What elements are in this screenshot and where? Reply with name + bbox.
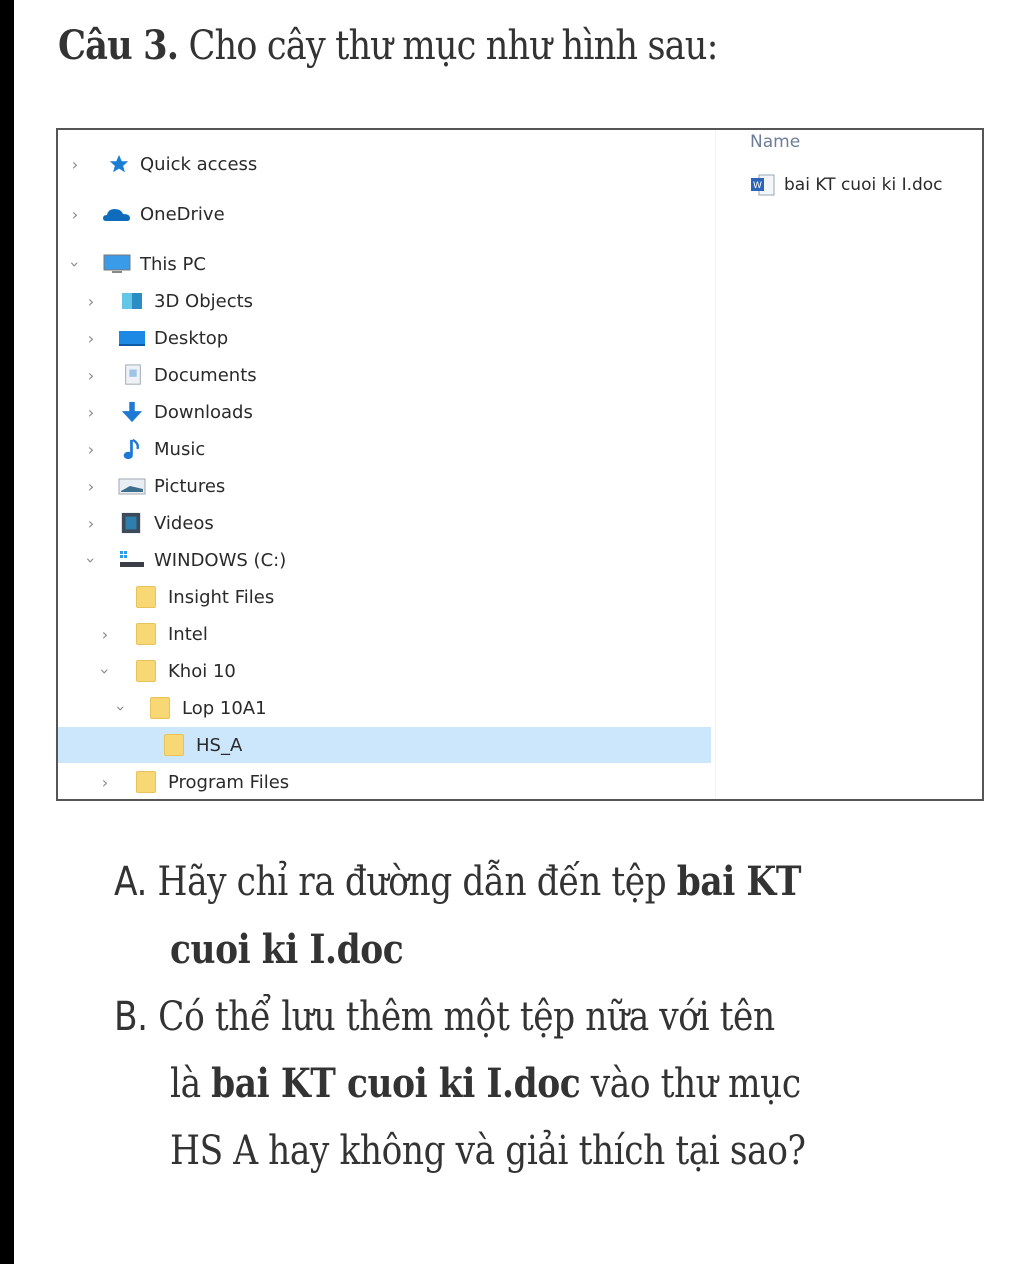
part-b-text-2-post: vào thư mục <box>580 1061 801 1107</box>
tree-item-insight-files[interactable] <box>58 579 713 615</box>
question-intro: Cho cây thư mục như hình sau: <box>178 23 718 69</box>
part-a-marker: A. <box>114 859 148 905</box>
tree-item-program-files[interactable] <box>58 764 713 800</box>
svg-text:W: W <box>753 181 762 191</box>
part-b-marker: B. <box>114 994 148 1040</box>
tree-item-windows-c[interactable] <box>58 542 713 578</box>
part-b-filename: bai KT cuoi ki I.doc <box>211 1060 581 1107</box>
chevron-right-icon[interactable]: › <box>71 204 79 224</box>
file-explorer-screenshot <box>56 128 984 801</box>
chevron-right-icon[interactable]: › <box>71 154 79 174</box>
tree-item-label: Quick access <box>140 153 258 175</box>
tree-item-3d-objects[interactable] <box>58 283 713 319</box>
chevron-right-icon[interactable]: › <box>87 291 95 311</box>
cube-icon <box>118 290 146 312</box>
tree-item-label: 3D Objects <box>154 290 254 312</box>
tree-item-label: Intel <box>168 623 208 645</box>
part-b-text-1: Có thể lưu thêm một tệp nữa với tên <box>147 994 775 1040</box>
part-a-line-2 <box>170 926 403 973</box>
navigation-pane <box>58 130 713 799</box>
chevron-right-icon[interactable]: › <box>87 439 95 459</box>
star-icon <box>108 153 130 175</box>
folder-icon <box>150 697 170 719</box>
part-b-text-3: HS A hay không và giải thích tại sao? <box>170 1128 806 1174</box>
video-icon <box>120 512 142 534</box>
chevron-right-icon[interactable]: › <box>87 476 95 496</box>
folder-icon <box>136 771 156 793</box>
tree-item-label: Documents <box>154 364 257 386</box>
tree-item-label: OneDrive <box>140 203 225 225</box>
folder-icon <box>136 586 156 608</box>
tree-item-label: Desktop <box>154 327 229 349</box>
file-name: bai KT cuoi ki I.doc <box>784 175 943 195</box>
picture-icon <box>118 475 146 497</box>
question-number: Câu 3. <box>58 22 179 69</box>
tree-item-label: Lop 10A1 <box>182 697 267 719</box>
part-a-line-1 <box>114 858 801 905</box>
tree-item-lop-10a1[interactable] <box>58 690 713 726</box>
tree-item-hs-a[interactable] <box>58 727 711 763</box>
tree-item-intel[interactable] <box>58 616 713 652</box>
chevron-down-icon[interactable]: › <box>65 260 85 268</box>
download-arrow-icon <box>118 401 146 423</box>
part-b-line-3 <box>170 1128 805 1174</box>
tree-item-this-pc[interactable] <box>58 246 713 282</box>
part-b-text-2-pre: là <box>170 1061 212 1107</box>
monitor-icon <box>102 253 132 275</box>
tree-item-quick-access[interactable] <box>58 146 713 182</box>
tree-item-label: Music <box>154 438 206 460</box>
chevron-right-icon[interactable]: › <box>87 402 95 422</box>
chevron-right-icon[interactable]: › <box>101 624 109 644</box>
chevron-down-icon[interactable]: › <box>111 704 131 712</box>
tree-item-label: Pictures <box>154 475 226 497</box>
tree-item-label: Program Files <box>168 771 290 793</box>
part-a-text: Hãy chỉ ra đường dẫn đến tệp <box>147 859 677 905</box>
part-a-filename-2: cuoi ki I.doc <box>170 926 404 973</box>
tree-item-downloads[interactable] <box>58 394 713 430</box>
desktop-icon <box>118 327 146 349</box>
page <box>14 0 1024 1264</box>
part-b-line-2 <box>170 1060 801 1107</box>
word-doc-icon <box>750 174 776 196</box>
chevron-down-icon[interactable]: › <box>95 667 115 675</box>
drive-icon <box>118 549 146 571</box>
folder-icon <box>136 623 156 645</box>
document-icon <box>122 364 144 386</box>
music-note-icon <box>120 438 142 460</box>
tree-item-onedrive[interactable] <box>58 196 713 232</box>
chevron-right-icon[interactable]: › <box>87 328 95 348</box>
tree-item-label: WINDOWS (C:) <box>154 549 287 571</box>
cloud-icon <box>102 203 132 225</box>
part-b-line-1 <box>114 994 775 1040</box>
tree-item-label: Khoi 10 <box>168 660 236 682</box>
tree-item-documents[interactable] <box>58 357 713 393</box>
tree-item-label: Videos <box>154 512 214 534</box>
pane-divider[interactable] <box>715 130 716 799</box>
column-header-name[interactable]: Name <box>750 132 801 152</box>
folder-icon <box>164 734 184 756</box>
tree-item-label: Downloads <box>154 401 253 423</box>
tree-item-pictures[interactable] <box>58 468 713 504</box>
folder-icon <box>136 660 156 682</box>
chevron-right-icon[interactable]: › <box>87 513 95 533</box>
tree-item-khoi-10[interactable] <box>58 653 713 689</box>
chevron-down-icon[interactable]: › <box>81 556 101 564</box>
tree-item-desktop[interactable] <box>58 320 713 356</box>
part-a-filename-1: bai KT <box>676 858 802 905</box>
chevron-right-icon[interactable]: › <box>87 365 95 385</box>
chevron-right-icon[interactable]: › <box>101 772 109 792</box>
tree-item-music[interactable] <box>58 431 713 467</box>
tree-item-label: This PC <box>140 253 206 275</box>
file-item[interactable] <box>750 174 943 196</box>
question-title <box>58 22 718 69</box>
tree-item-videos[interactable] <box>58 505 713 541</box>
tree-item-label: Insight Files <box>168 586 275 608</box>
tree-item-label: HS_A <box>196 734 243 756</box>
